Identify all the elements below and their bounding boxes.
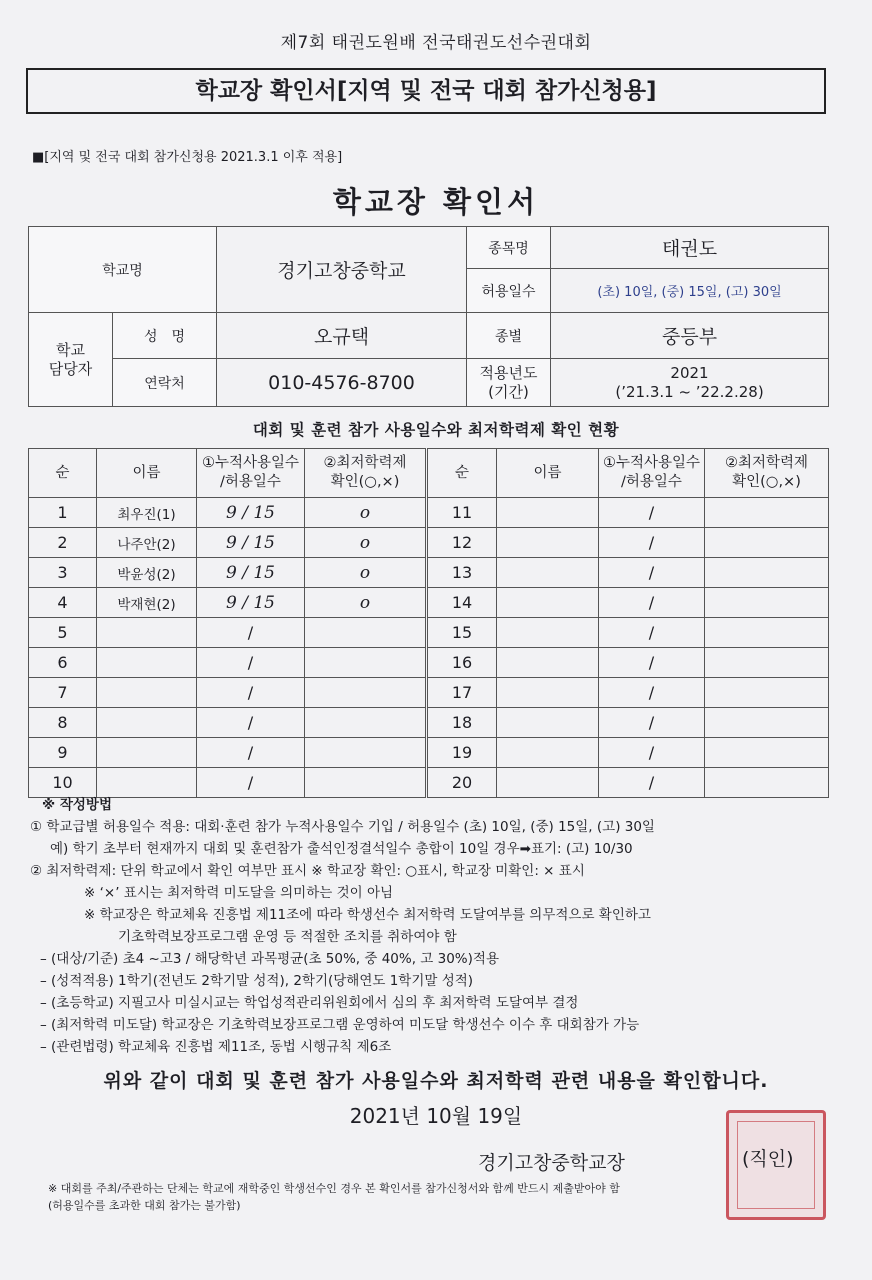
table-row bbox=[29, 648, 829, 678]
used-days-right: / bbox=[599, 708, 705, 738]
confirmation-statement: 위와 같이 대회 및 훈련 참가 사용일수와 최저학력 관련 내용을 확인합니다. bbox=[103, 1070, 769, 1092]
year-value-line1: 2021 bbox=[670, 363, 709, 382]
min-academic-left bbox=[305, 678, 427, 708]
table-row bbox=[29, 738, 829, 768]
method-title: ※ 작성방법 bbox=[42, 797, 112, 813]
used-days-left: 9 / 15 bbox=[197, 588, 305, 618]
table-row bbox=[29, 498, 829, 528]
min-academic-right bbox=[705, 648, 829, 678]
student-name-left bbox=[97, 618, 197, 648]
table-row bbox=[29, 678, 829, 708]
col-min-right bbox=[705, 449, 829, 498]
row-number-right: 12 bbox=[427, 528, 497, 558]
used-days-left: / bbox=[197, 618, 305, 648]
method-line: – (최저학력 미도달) 학교장은 기초학력보장프로그램 운영하여 미도달 학생선수 이수 후 대회참가 가능 bbox=[40, 1017, 640, 1033]
student-name-right bbox=[497, 678, 599, 708]
method-line: ※ 학교장은 학교체육 진흥법 제11조에 따라 학생선수 최저학력 도달여부를 의무적으로 확인하고 bbox=[84, 907, 651, 923]
year-label-line1: 적용년도 bbox=[479, 363, 538, 382]
col-min-right-line2: 확인(○,×) bbox=[732, 474, 801, 490]
used-days-right: / bbox=[599, 618, 705, 648]
applicability-note: ■[지역 및 전국 대회 참가신청용 2021.3.1 이후 적용] bbox=[32, 150, 343, 165]
row-number-left: 1 bbox=[29, 498, 97, 528]
row-number-right: 16 bbox=[427, 648, 497, 678]
year-label bbox=[467, 359, 551, 407]
method-line: ① 학교급별 허용일수 적용: 대회·훈련 참가 누적사용일수 기입 / 허용일수 (초) 10일, (중) 15일, (고) 30일 bbox=[30, 819, 655, 835]
student-name-left: 나주안(2) bbox=[97, 528, 197, 558]
sport-label: 종목명 bbox=[467, 227, 551, 269]
used-days-right: / bbox=[599, 588, 705, 618]
col-no-left: 순 bbox=[29, 449, 97, 498]
method-line: ※ ‘×’ 표시는 최저학력 미도달을 의미하는 것이 아님 bbox=[84, 885, 394, 901]
min-academic-right bbox=[705, 498, 829, 528]
staff-name-label: 성 명 bbox=[113, 313, 217, 359]
method-line: – (대상/기준) 초4 ~고3 / 해당학년 과목평균(초 50%, 중 40%, 고 30%)적용 bbox=[40, 951, 499, 967]
student-name-left bbox=[97, 738, 197, 768]
table-row bbox=[29, 588, 829, 618]
student-name-right bbox=[497, 498, 599, 528]
footnote-line1: ※ 대회를 주최/주관하는 단체는 학교에 재학중인 학생선수인 경우 본 확인서를 참가신청서와 함께 반드시 제출받아야 함 bbox=[48, 1182, 620, 1195]
student-name-right bbox=[497, 648, 599, 678]
principal-signature: 경기고창중학교장 bbox=[478, 1152, 625, 1174]
year-value-line2: (’21.3.1 ~ ’22.2.28) bbox=[615, 382, 764, 401]
row-number-right: 17 bbox=[427, 678, 497, 708]
student-name-left bbox=[97, 678, 197, 708]
col-days-right-line2: /허용일수 bbox=[621, 474, 682, 490]
student-name-left: 박윤성(2) bbox=[97, 558, 197, 588]
student-name-right bbox=[497, 558, 599, 588]
used-days-right: / bbox=[599, 648, 705, 678]
used-days-right: / bbox=[599, 498, 705, 528]
col-days-left-line1: ①누적사용일수 bbox=[201, 455, 300, 471]
method-line: 예) 학기 초부터 현재까지 대회 및 훈련참가 출석인정결석일수 총합이 10일 경우➡표기: (고) 10/30 bbox=[50, 841, 633, 857]
col-min-right-line1: ②최저학력제 bbox=[724, 455, 809, 471]
min-academic-left: o bbox=[305, 528, 427, 558]
row-number-right: 13 bbox=[427, 558, 497, 588]
row-number-right: 19 bbox=[427, 738, 497, 768]
footnote bbox=[48, 1180, 838, 1214]
staff-label-line1: 학교 bbox=[56, 340, 85, 359]
row-number-left: 3 bbox=[29, 558, 97, 588]
col-days-left-line2: /허용일수 bbox=[220, 474, 281, 490]
event-title: 제7회 태권도원배 전국태권도선수권대회 bbox=[280, 33, 592, 53]
student-name-right bbox=[497, 528, 599, 558]
table-row bbox=[29, 558, 829, 588]
division-value: 중등부 bbox=[551, 313, 829, 359]
method-line: – (초등학교) 지필고사 미실시교는 학업성적관리위원회에서 심의 후 최저학력 도달여부 결정 bbox=[40, 995, 579, 1011]
row-number-right: 18 bbox=[427, 708, 497, 738]
col-min-left bbox=[305, 449, 427, 498]
student-name-right bbox=[497, 708, 599, 738]
table-row bbox=[29, 768, 829, 798]
student-name-left bbox=[97, 648, 197, 678]
used-days-right: / bbox=[599, 768, 705, 798]
footnote-line2: (허용일수를 초과한 대회 참가는 불가함) bbox=[48, 1199, 241, 1212]
row-number-right: 11 bbox=[427, 498, 497, 528]
school-name-value: 경기고창중학교 bbox=[217, 227, 467, 313]
min-academic-left bbox=[305, 648, 427, 678]
row-number-left: 9 bbox=[29, 738, 97, 768]
status-title: 대회 및 훈련 참가 사용일수와 최저학력제 확인 현황 bbox=[252, 421, 620, 439]
row-number-left: 10 bbox=[29, 768, 97, 798]
min-academic-right bbox=[705, 558, 829, 588]
school-info-table bbox=[28, 226, 829, 407]
min-academic-right bbox=[705, 708, 829, 738]
used-days-left: 9 / 15 bbox=[197, 498, 305, 528]
sport-value: 태권도 bbox=[551, 227, 829, 269]
used-days-left: 9 / 15 bbox=[197, 558, 305, 588]
col-days-right-line1: ①누적사용일수 bbox=[602, 455, 701, 471]
used-days-left: 9 / 15 bbox=[197, 528, 305, 558]
col-name-left: 이름 bbox=[97, 449, 197, 498]
min-academic-left: o bbox=[305, 588, 427, 618]
allowed-days-label: 허용일수 bbox=[467, 269, 551, 313]
student-name-right bbox=[497, 588, 599, 618]
document-header-box: 학교장 확인서[지역 및 전국 대회 참가신청용] bbox=[26, 68, 826, 114]
status-table bbox=[28, 448, 829, 798]
staff-label-line2: 담당자 bbox=[48, 359, 93, 378]
row-number-left: 7 bbox=[29, 678, 97, 708]
row-number-left: 8 bbox=[29, 708, 97, 738]
used-days-left: / bbox=[197, 708, 305, 738]
student-name-left: 최우진(1) bbox=[97, 498, 197, 528]
used-days-right: / bbox=[599, 738, 705, 768]
row-number-left: 4 bbox=[29, 588, 97, 618]
min-academic-left bbox=[305, 618, 427, 648]
col-days-left bbox=[197, 449, 305, 498]
staff-name-value: 오규택 bbox=[217, 313, 467, 359]
min-academic-right bbox=[705, 768, 829, 798]
min-academic-right bbox=[705, 618, 829, 648]
writing-method bbox=[30, 794, 842, 1058]
student-name-left: 박재현(2) bbox=[97, 588, 197, 618]
row-number-left: 2 bbox=[29, 528, 97, 558]
row-number-left: 5 bbox=[29, 618, 97, 648]
col-name-right: 이름 bbox=[497, 449, 599, 498]
seal-mark: (직인) bbox=[742, 1148, 794, 1170]
used-days-left: / bbox=[197, 768, 305, 798]
table-row bbox=[29, 618, 829, 648]
used-days-left: / bbox=[197, 648, 305, 678]
min-academic-left: o bbox=[305, 498, 427, 528]
used-days-right: / bbox=[599, 678, 705, 708]
student-name-right bbox=[497, 768, 599, 798]
col-no-right: 순 bbox=[427, 449, 497, 498]
contact-value: 010-4576-8700 bbox=[217, 359, 467, 407]
staff-label bbox=[29, 313, 113, 407]
status-grid bbox=[28, 448, 828, 798]
min-academic-right bbox=[705, 588, 829, 618]
col-min-left-line1: ②최저학력제 bbox=[323, 455, 407, 471]
method-line: ② 최저학력제: 단위 학교에서 확인 여부만 표시 ※ 학교장 확인: ○표시, 학교장 미확인: × 표시 bbox=[30, 863, 585, 879]
issue-date: 2021년 10월 19일 bbox=[349, 1104, 523, 1128]
row-number-right: 14 bbox=[427, 588, 497, 618]
contact-label: 연락처 bbox=[113, 359, 217, 407]
min-academic-left bbox=[305, 768, 427, 798]
year-value bbox=[551, 359, 829, 407]
row-number-right: 20 bbox=[427, 768, 497, 798]
method-line: – (성적적용) 1학기(전년도 2학기말 성적), 2학기(당해연도 1학기말 성적) bbox=[40, 973, 474, 989]
division-label: 종별 bbox=[467, 313, 551, 359]
student-name-right bbox=[497, 618, 599, 648]
min-academic-right bbox=[705, 528, 829, 558]
allowed-days-value: (초) 10일, (중) 15일, (고) 30일 bbox=[551, 269, 829, 313]
used-days-left: / bbox=[197, 678, 305, 708]
min-academic-left: o bbox=[305, 558, 427, 588]
col-days-right bbox=[599, 449, 705, 498]
status-body bbox=[29, 498, 829, 798]
year-label-line2: (기간) bbox=[488, 382, 529, 401]
used-days-left: / bbox=[197, 738, 305, 768]
row-number-left: 6 bbox=[29, 648, 97, 678]
used-days-right: / bbox=[599, 528, 705, 558]
student-name-left bbox=[97, 708, 197, 738]
row-number-right: 15 bbox=[427, 618, 497, 648]
col-min-left-line2: 확인(○,×) bbox=[330, 474, 400, 490]
method-line: 기초학력보장프로그램 운영 등 적절한 조치를 취하여야 함 bbox=[118, 929, 457, 945]
min-academic-right bbox=[705, 678, 829, 708]
min-academic-left bbox=[305, 708, 427, 738]
student-name-right bbox=[497, 738, 599, 768]
min-academic-right bbox=[705, 738, 829, 768]
table-row bbox=[29, 708, 829, 738]
status-header-row bbox=[29, 449, 829, 498]
min-academic-left bbox=[305, 738, 427, 768]
main-title: 학교장 확인서 bbox=[332, 185, 540, 219]
student-name-left bbox=[97, 768, 197, 798]
method-line: – (관련법령) 학교체육 진흥법 제11조, 동법 시행규칙 제6조 bbox=[40, 1039, 392, 1055]
table-row bbox=[29, 528, 829, 558]
school-name-label: 학교명 bbox=[29, 227, 217, 313]
used-days-right: / bbox=[599, 558, 705, 588]
